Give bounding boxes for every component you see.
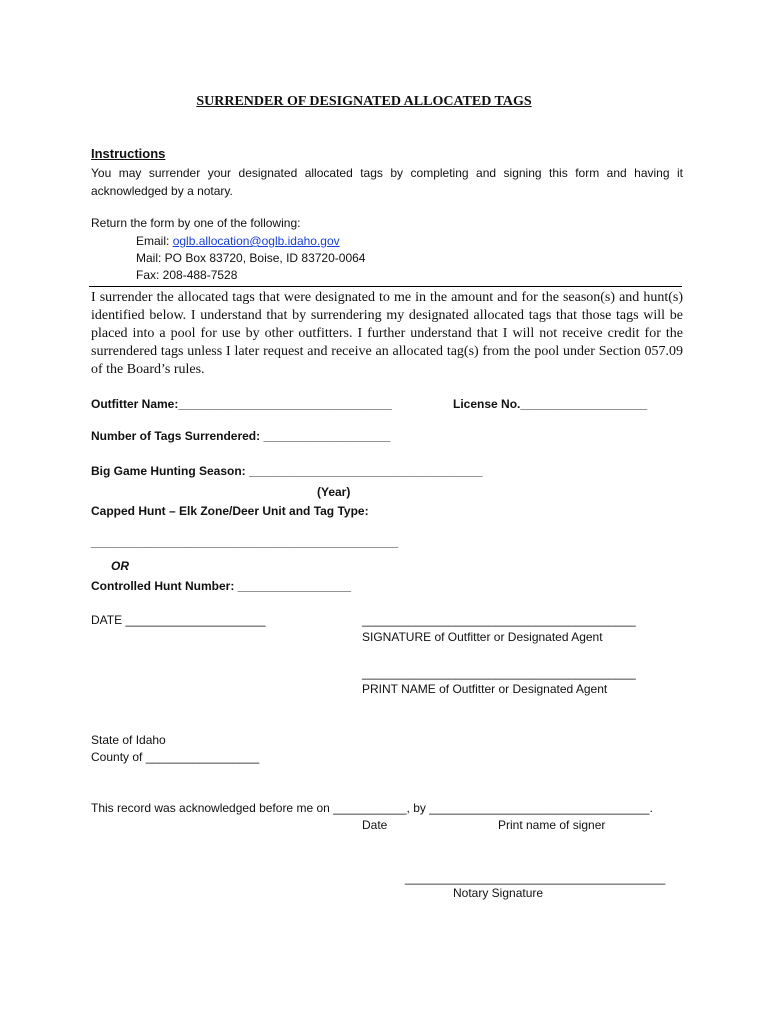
instructions-heading: Instructions <box>91 146 166 161</box>
form-title: SURRENDER OF DESIGNATED ALLOCATED TAGS <box>196 94 532 109</box>
ack-signer-label: Print name of signer <box>498 818 606 832</box>
return-intro: Return the form by one of the following: <box>91 216 301 230</box>
email-label: Email: <box>136 234 173 248</box>
section-divider <box>89 286 682 287</box>
num-tags-field[interactable]: Number of Tags Surrendered: ___________________ <box>91 429 391 443</box>
return-mail: Mail: PO Box 83720, Boise, ID 83720-0064 <box>136 251 366 265</box>
surrender-statement: I surrender the allocated tags that were designated to me in the amount and for the season(s) and hunt(s) identified below. I understand that by surrendering my designated allocated tags that those tags will be placed into a pool for use by other outfitters. I further understand that I will not receive credit for the surrendered tags unless I later request and receive an allocated tag(s) from the pool under Section 057.09 of the Board’s rules. <box>91 290 683 377</box>
instructions-text: You may surrender your designated allocated tags by completing and signing this form and having it acknowledged by a notary. <box>91 166 683 198</box>
signature-line[interactable]: _________________________________________ <box>362 613 636 627</box>
return-email <box>136 234 340 248</box>
email-link[interactable]: oglb.allocation@oglb.idaho.gov <box>172 234 340 248</box>
or-label: OR <box>111 559 129 573</box>
state-label: State of Idaho <box>91 733 166 747</box>
county-field[interactable]: County of _________________ <box>91 750 260 764</box>
print-name-caption: PRINT NAME of Outfitter or Designated Agent <box>362 682 608 696</box>
signature-caption: SIGNATURE of Outfitter or Designated Agent <box>362 630 603 644</box>
date-field[interactable]: DATE _____________________ <box>91 613 266 627</box>
license-no-field[interactable]: License No.___________________ <box>453 397 648 411</box>
acknowledgement-text[interactable]: This record was acknowledged before me on ___________, by _________________________________. <box>91 801 653 815</box>
capped-hunt-label: Capped Hunt – Elk Zone/Deer Unit and Tag Type: <box>91 504 369 518</box>
controlled-hunt-field[interactable]: Controlled Hunt Number: _________________ <box>91 579 352 593</box>
year-label: (Year) <box>317 485 351 499</box>
notary-signature-caption: Notary Signature <box>453 886 544 900</box>
outfitter-name-field[interactable]: Outfitter Name:________________________________ <box>91 397 392 411</box>
big-game-season-field[interactable]: Big Game Hunting Season: ___________________________________ <box>91 464 483 478</box>
notary-signature-line[interactable]: _______________________________________ <box>405 871 666 885</box>
return-fax: Fax: 208-488-7528 <box>136 268 238 282</box>
capped-hunt-line[interactable]: ______________________________________________ <box>91 535 398 549</box>
print-name-line[interactable]: _________________________________________ <box>362 666 636 680</box>
ack-date-label: Date <box>362 818 388 832</box>
